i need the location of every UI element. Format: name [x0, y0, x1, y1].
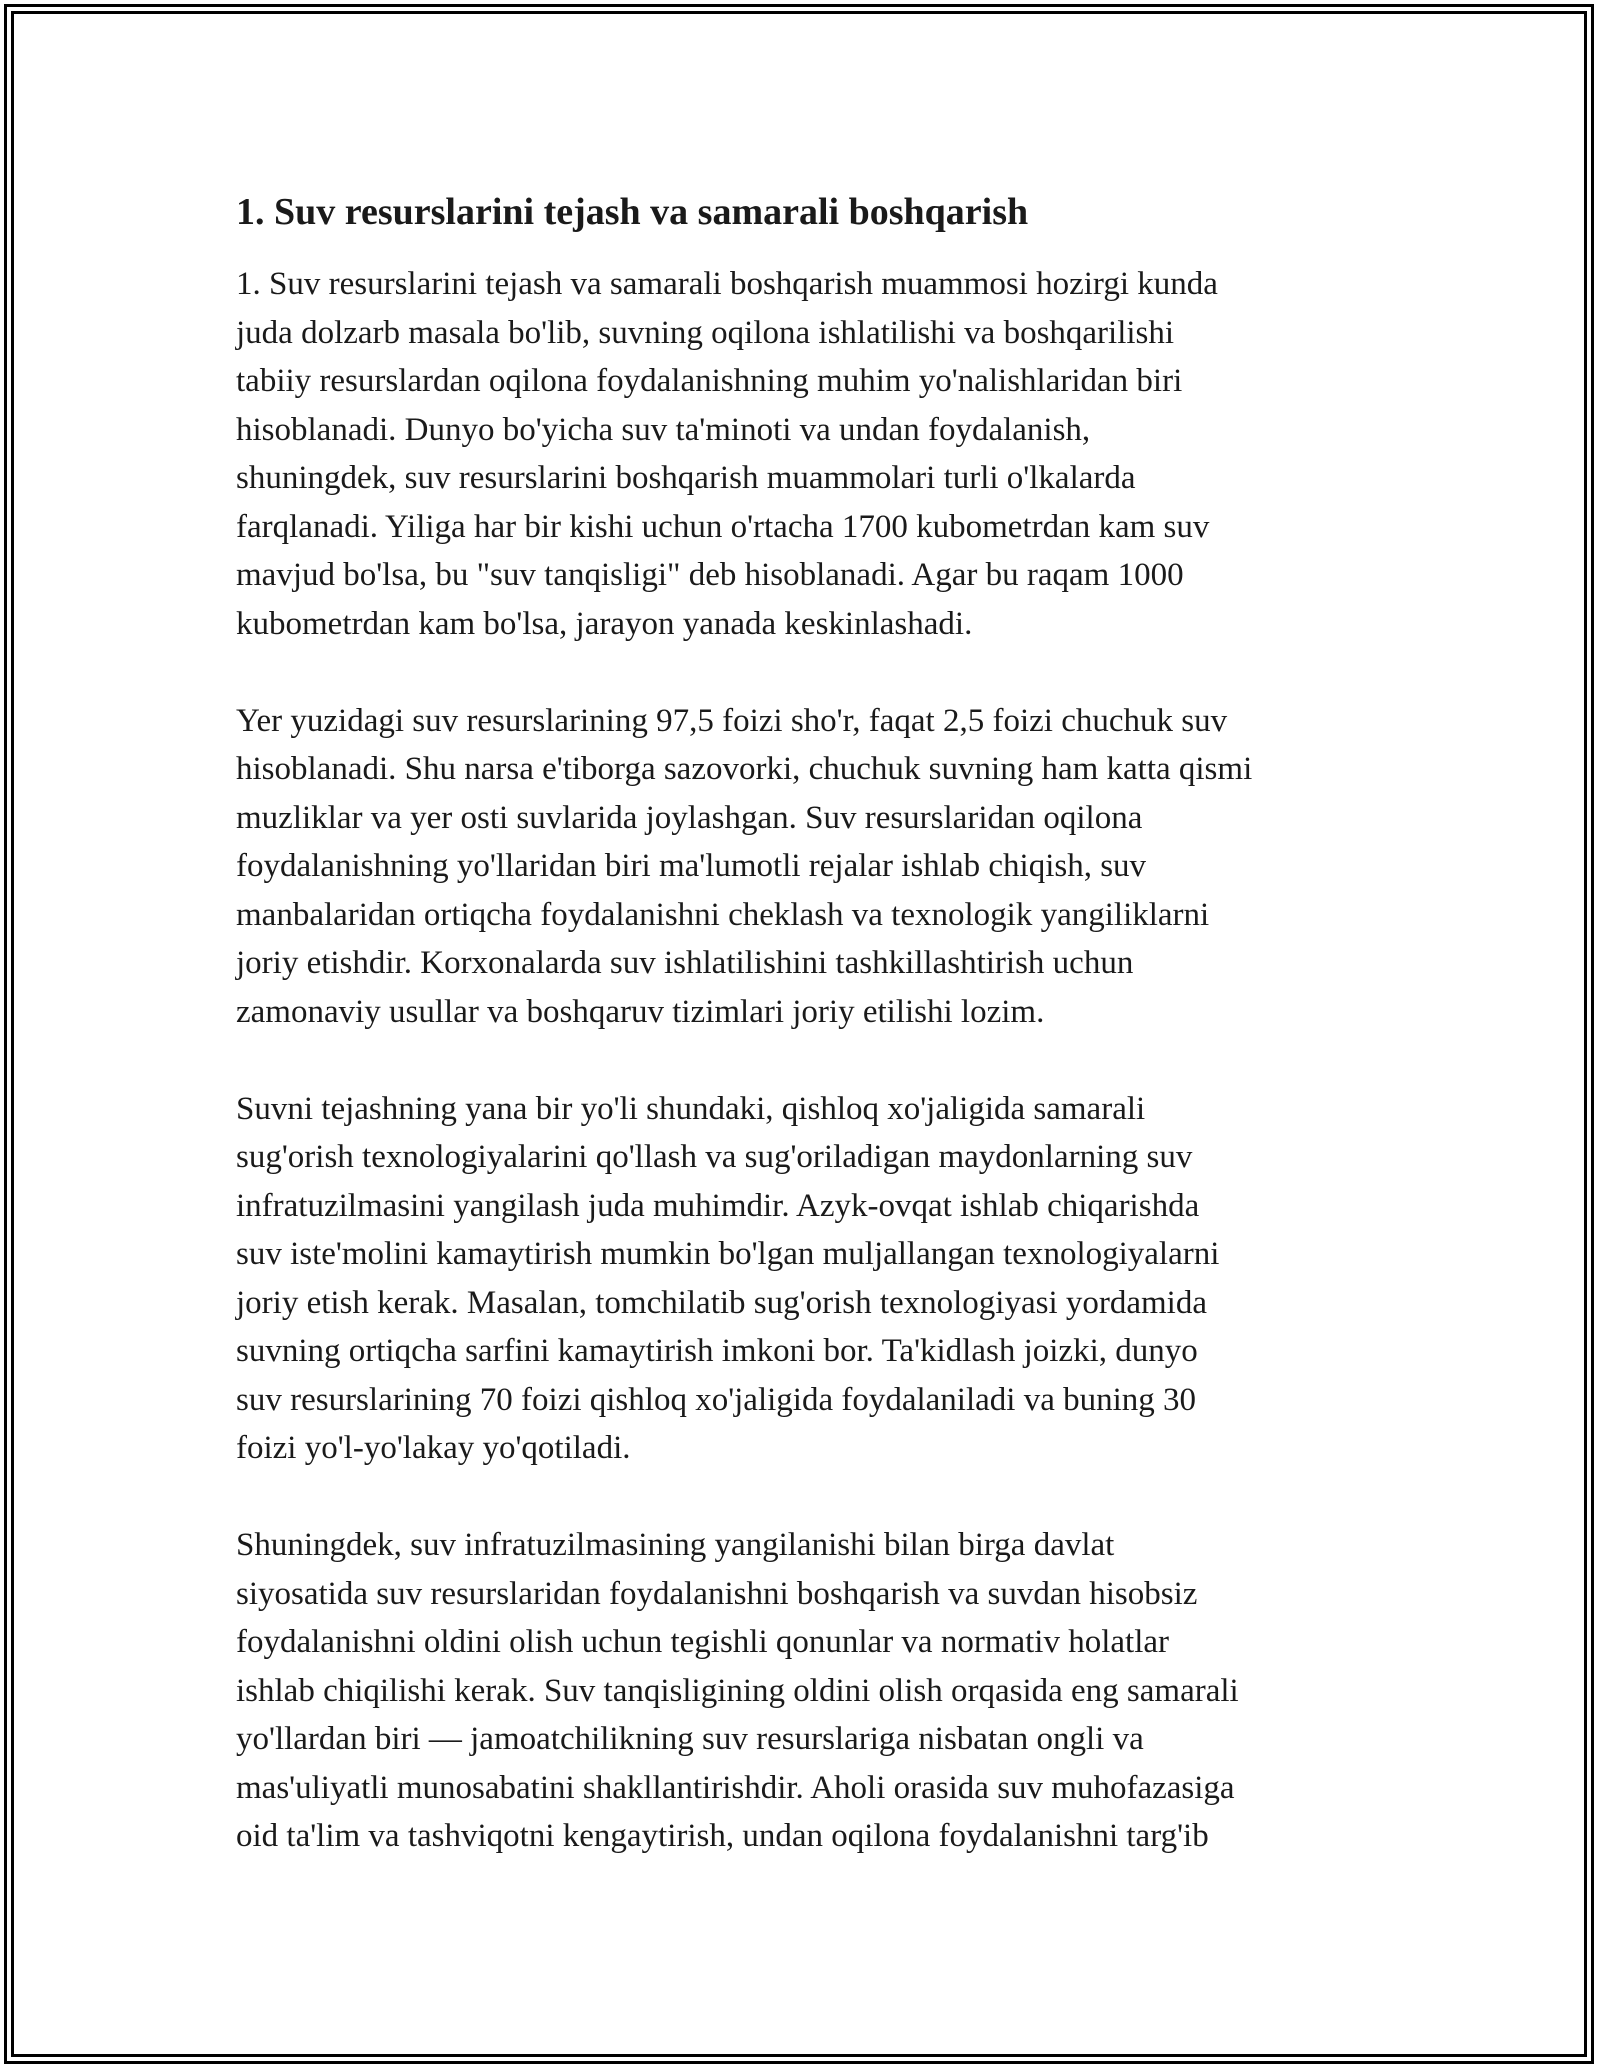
text-line: Shuningdek, suv infratuzilmasining yangilanishi bilan birga davlat: [236, 1527, 1115, 1563]
text-line: suv iste'molini kamaytirish mumkin bo'lgan muljallangan texnologiyalarni: [236, 1236, 1220, 1272]
text-line: juda dolzarb masala bo'lib, suvning oqilona ishlatilishi va boshqarilishi: [236, 314, 1175, 351]
text-line: joriy etish kerak. Masalan, tomchilatib sug'orish texnologiyasi yordamida: [236, 1284, 1208, 1321]
text-line: suvning ortiqcha sarfini kamaytirish imkoni bor. Ta'kidlash joizki, dunyo: [236, 1333, 1198, 1369]
text-line: yo'llardan biri — jamoatchilikning suv resurslariga nisbatan ongli va: [236, 1721, 1144, 1757]
paragraph-4: [236, 1521, 1376, 1861]
text-line: suv resurslarining 70 foizi qishloq xo'jaligida foydalaniladi va buning 30: [236, 1381, 1197, 1418]
document-title: 1. Suv resurslarini tejash va samarali boshqarish: [236, 191, 1029, 233]
text-line: oid ta'lim va tashviqotni kengaytirish, undan oqilona foydalanishni targ'ib: [236, 1818, 1209, 1854]
text-line: joriy etishdir. Korxonalarda suv ishlatilishini tashkillashtirish uchun: [236, 945, 1134, 981]
paragraph-1: [236, 260, 1376, 648]
text-line: kubometrdan kam bo'lsa, jarayon yanada keskinlashadi.: [236, 605, 973, 642]
text-line: ishlab chiqilishi kerak. Suv tanqisligining oldini olish orqasida eng samarali: [236, 1672, 1239, 1709]
text-line: mas'uliyatli munosabatini shakllantirishdir. Aholi orasida suv muhofazasiga: [236, 1769, 1235, 1806]
text-line: shuningdek, suv resurslarini boshqarish muammolari turli o'lkalarda: [236, 460, 1136, 496]
text-line: Suvni tejashning yana bir yo'li shundaki, qishloq xo'jaligida samarali: [236, 1090, 1146, 1127]
text-line: tabiiy resurslardan oqilona foydalanishning muhim yo'nalishlaridan biri: [236, 363, 1183, 399]
text-line: foydalanishni oldini olish uchun tegishli qonunlar va normativ holatlar: [236, 1624, 1170, 1660]
text-line: farqlanadi. Yiliga har bir kishi uchun o'rtacha 1700 kubometrdan kam suv: [236, 508, 1210, 545]
text-line: mavjud bo'lsa, bu "suv tanqisligi" deb hisoblanadi. Agar bu raqam 1000: [236, 557, 1184, 593]
text-line: hisoblanadi. Dunyo bo'yicha suv ta'minoti va undan foydalanish,: [236, 411, 1091, 448]
text-line: sug'orish texnologiyalarini qo'llash va sug'oriladigan maydonlarning suv: [236, 1139, 1193, 1175]
paragraph-2: [236, 697, 1376, 1037]
text-line: foizi yo'l-yo'lakay yo'qotiladi.: [236, 1430, 631, 1466]
text-line: zamonaviy usullar va boshqaruv tizimlari joriy etilishi lozim.: [236, 993, 1045, 1030]
text-line: 1. Suv resurslarini tejash va samarali boshqarish muammosi hozirgi kunda: [236, 266, 1218, 302]
text-line: siyosatida suv resurslaridan foydalanishni boshqarish va suvdan hisobsiz: [236, 1575, 1198, 1612]
document-body: [236, 186, 1376, 1909]
text-line: hisoblanadi. Shu narsa e'tiborga sazovorki, chuchuk suvning ham katta qismi: [236, 751, 1253, 787]
text-line: muzliklar va yer osti suvlarida joylashgan. Suv resurslaridan oqilona: [236, 799, 1143, 836]
text-line: manbalaridan ortiqcha foydalanishni cheklash va texnologik yangiliklarni: [236, 896, 1210, 933]
text-line: infratuzilmasini yangilash juda muhimdir. Azyk-ovqat ishlab chiqarishda: [236, 1187, 1200, 1224]
text-line: foydalanishning yo'llaridan biri ma'lumotli rejalar ishlab chiqish, suv: [236, 848, 1147, 884]
paragraph-3: [236, 1085, 1376, 1473]
text-line: Yer yuzidagi suv resurslarining 97,5 foizi sho'r, faqat 2,5 foizi chuchuk suv: [236, 702, 1228, 739]
